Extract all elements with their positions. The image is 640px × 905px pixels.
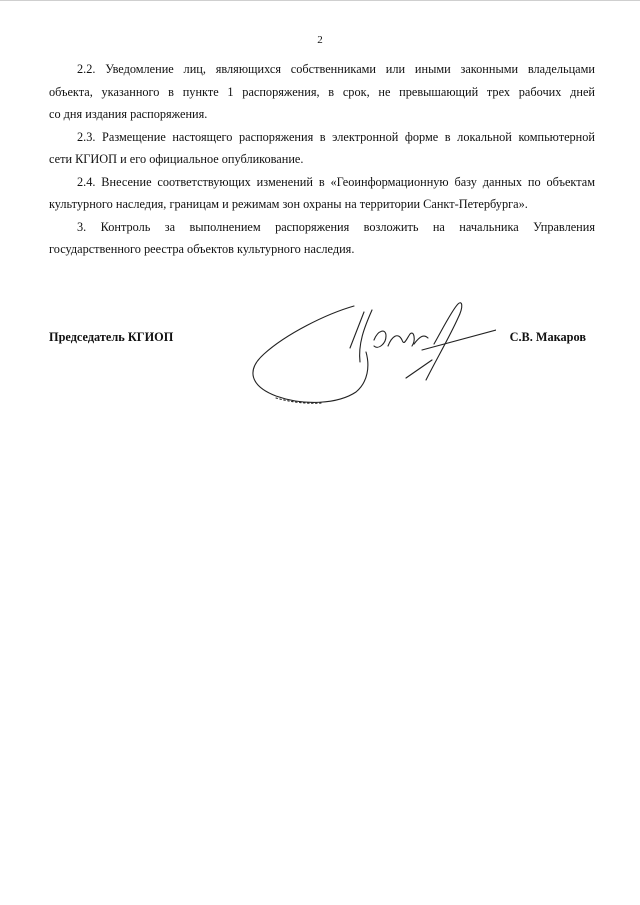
paragraph-line: 2.3. Размещение настоящего распоряжения в электронной форме в локальной компьютерной <box>77 129 595 144</box>
signatory-title: Председатель КГИОП <box>49 330 174 344</box>
paragraph-3 <box>49 216 595 261</box>
paragraph-line: сети КГИОП и его официальное опубликование. <box>49 152 304 166</box>
signatory-name: С.В. Макаров <box>509 330 586 344</box>
paragraph-2-2 <box>49 58 595 126</box>
paragraph-2-3 <box>49 126 595 171</box>
document-body <box>49 58 595 261</box>
paragraph-line: со дня издания распоряжения. <box>49 107 208 121</box>
paragraph-line: культурного наследия, границам и режимам зон охраны на территории Санкт-Петербурга». <box>49 197 528 211</box>
handwritten-signature <box>246 300 496 410</box>
paragraph-line: государственного реестра объектов культурного наследия. <box>49 242 355 256</box>
paragraph-2-4 <box>49 171 595 216</box>
paragraph-line: 2.4. Внесение соответствующих изменений в «Геоинформационную базу данных по объектам <box>77 174 595 189</box>
page-number: 2 <box>317 34 323 46</box>
page-edge-line <box>0 0 640 1</box>
paragraph-line: объекта, указанного в пункте 1 распоряжения, в срок, не превышающий трех рабочих дней <box>49 84 595 99</box>
paragraph-line: 3. Контроль за выполнением распоряжения возложить на начальника Управления <box>77 219 595 234</box>
paragraph-line: 2.2. Уведомление лиц, являющихся собственниками или иными законными владельцами <box>77 62 595 76</box>
